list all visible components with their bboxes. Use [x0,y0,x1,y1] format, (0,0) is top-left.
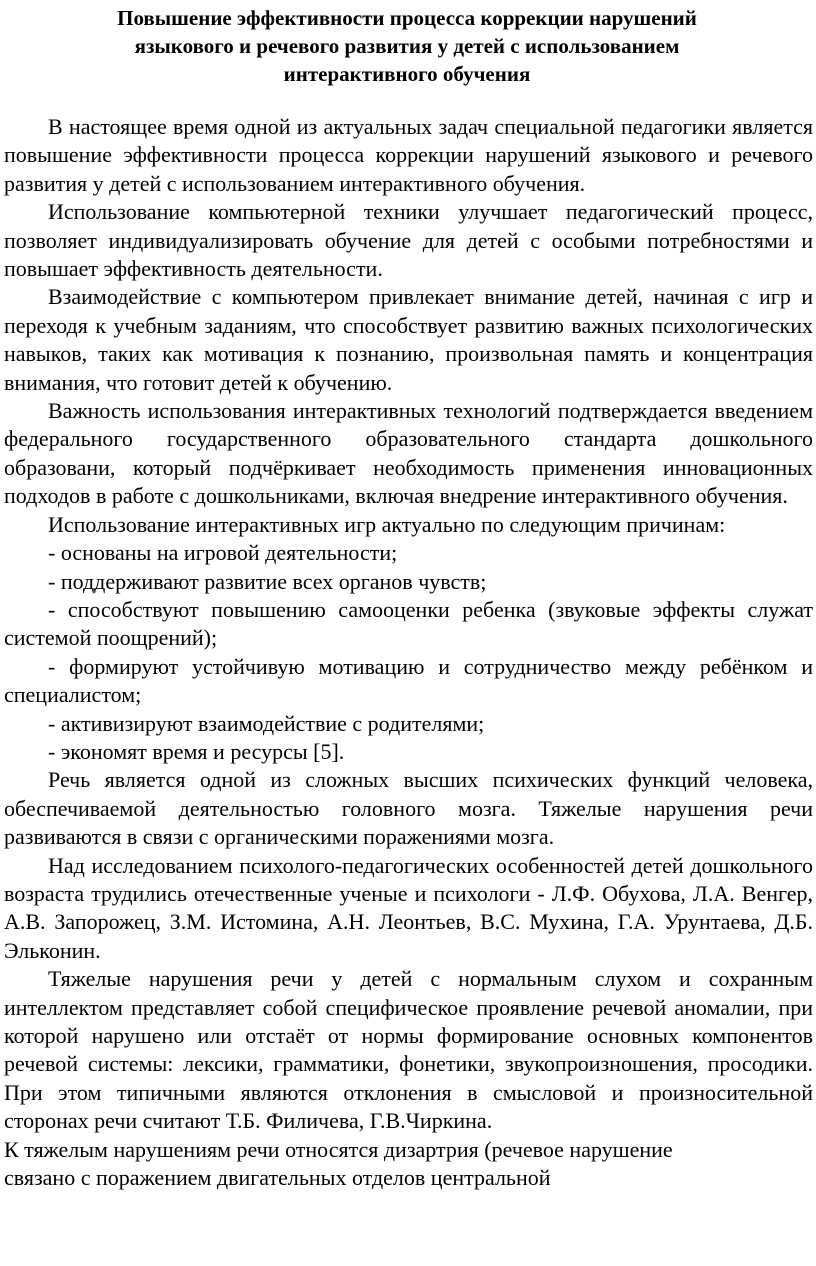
paragraph: Речь является одной из сложных высших психических функций человека, обеспечиваемой деятельностью головного мозга. Тяжелые нарушения речи развиваются в связи с органическими поражениями мозга. [4,767,813,850]
list-item: - экономят время и ресурсы [5]. [48,738,345,764]
paragraph: Над исследованием психолого-педагогических особенностей детей дошкольного возраста трудились отечественные ученые и психологи - Л.Ф. Обухова, Л.А. Венгер, А.В. Запорожец, З.М. Истомина, А.Н. Леонтьев, В.С. Мухина, Г.А. Урунтаева, Д.Б. Эльконин. [4,852,813,963]
paragraph: Важность использования интерактивных технологий подтверждается введением федерального государственного образовательного стандарта дошкольного образовани, который подчёркивает необходимость применения инновационных подходов в работе с дошкольниками, включая внедрение интерактивного обучения. [4,398,813,509]
document-body [4,113,813,1192]
final-line: К тяжелым нарушениям речи относятся дизартрия (речевое нарушение [4,1136,673,1162]
paragraph: Взаимодействие с компьютером привлекает внимание детей, начиная с игр и переходя к учебным заданиям, что способствует развитию важных психологических навыков, таких как мотивация к познанию, произвольная память и концентрация внимания, что готовит детей к обучению. [4,284,813,395]
list-item: - основаны на игровой деятельности; [48,540,398,566]
paragraph: В настоящее время одной из актуальных задач специальной педагогики является повышение эффективности процесса коррекции нарушений языкового и речевого развития у детей с использованием интерактивного обучения. [4,114,813,196]
list-item: - поддерживают развитие всех органов чувств; [48,568,487,594]
paragraph: Использование интерактивных игр актуально по следующим причинам: [48,511,726,537]
paragraph: Тяжелые нарушения речи у детей с нормальным слухом и сохранным интеллектом представляет собой специфическое проявление речевой аномалии, при которой нарушено или отстаёт от нормы формирование основных компонентов речевой системы: лексики, грамматики, фонетики, звукопроизношения, просодики. При этом типичными являются отклонения в смысловой и произносительной сторонах речи считают Т.Б. Филичева, Г.В.Чиркина. [4,966,813,1134]
title-line: языкового и речевого развития у детей с использованием [134,34,680,58]
final-line: связано с поражением двигательных отделов центральной [4,1165,551,1191]
list-item: - способствуют повышению самооценки ребенка (звуковые эффекты служат системой поощрений); [4,596,813,651]
paragraph: Использование компьютерной техники улучшает педагогический процесс, позволяет индивидуализировать обучение для детей с особыми потребностями и повышает эффективность деятельности. [4,199,813,282]
list-item: - формируют устойчивую мотивацию и сотрудничество между ребёнком и специалистом; [4,653,813,708]
title-line: интерактивного обучения [283,62,531,86]
list-item: - активизируют взаимодействие с родителями; [48,710,485,736]
title-line: Повышение эффективности процесса коррекции нарушений [117,6,697,30]
document-title [30,4,784,88]
